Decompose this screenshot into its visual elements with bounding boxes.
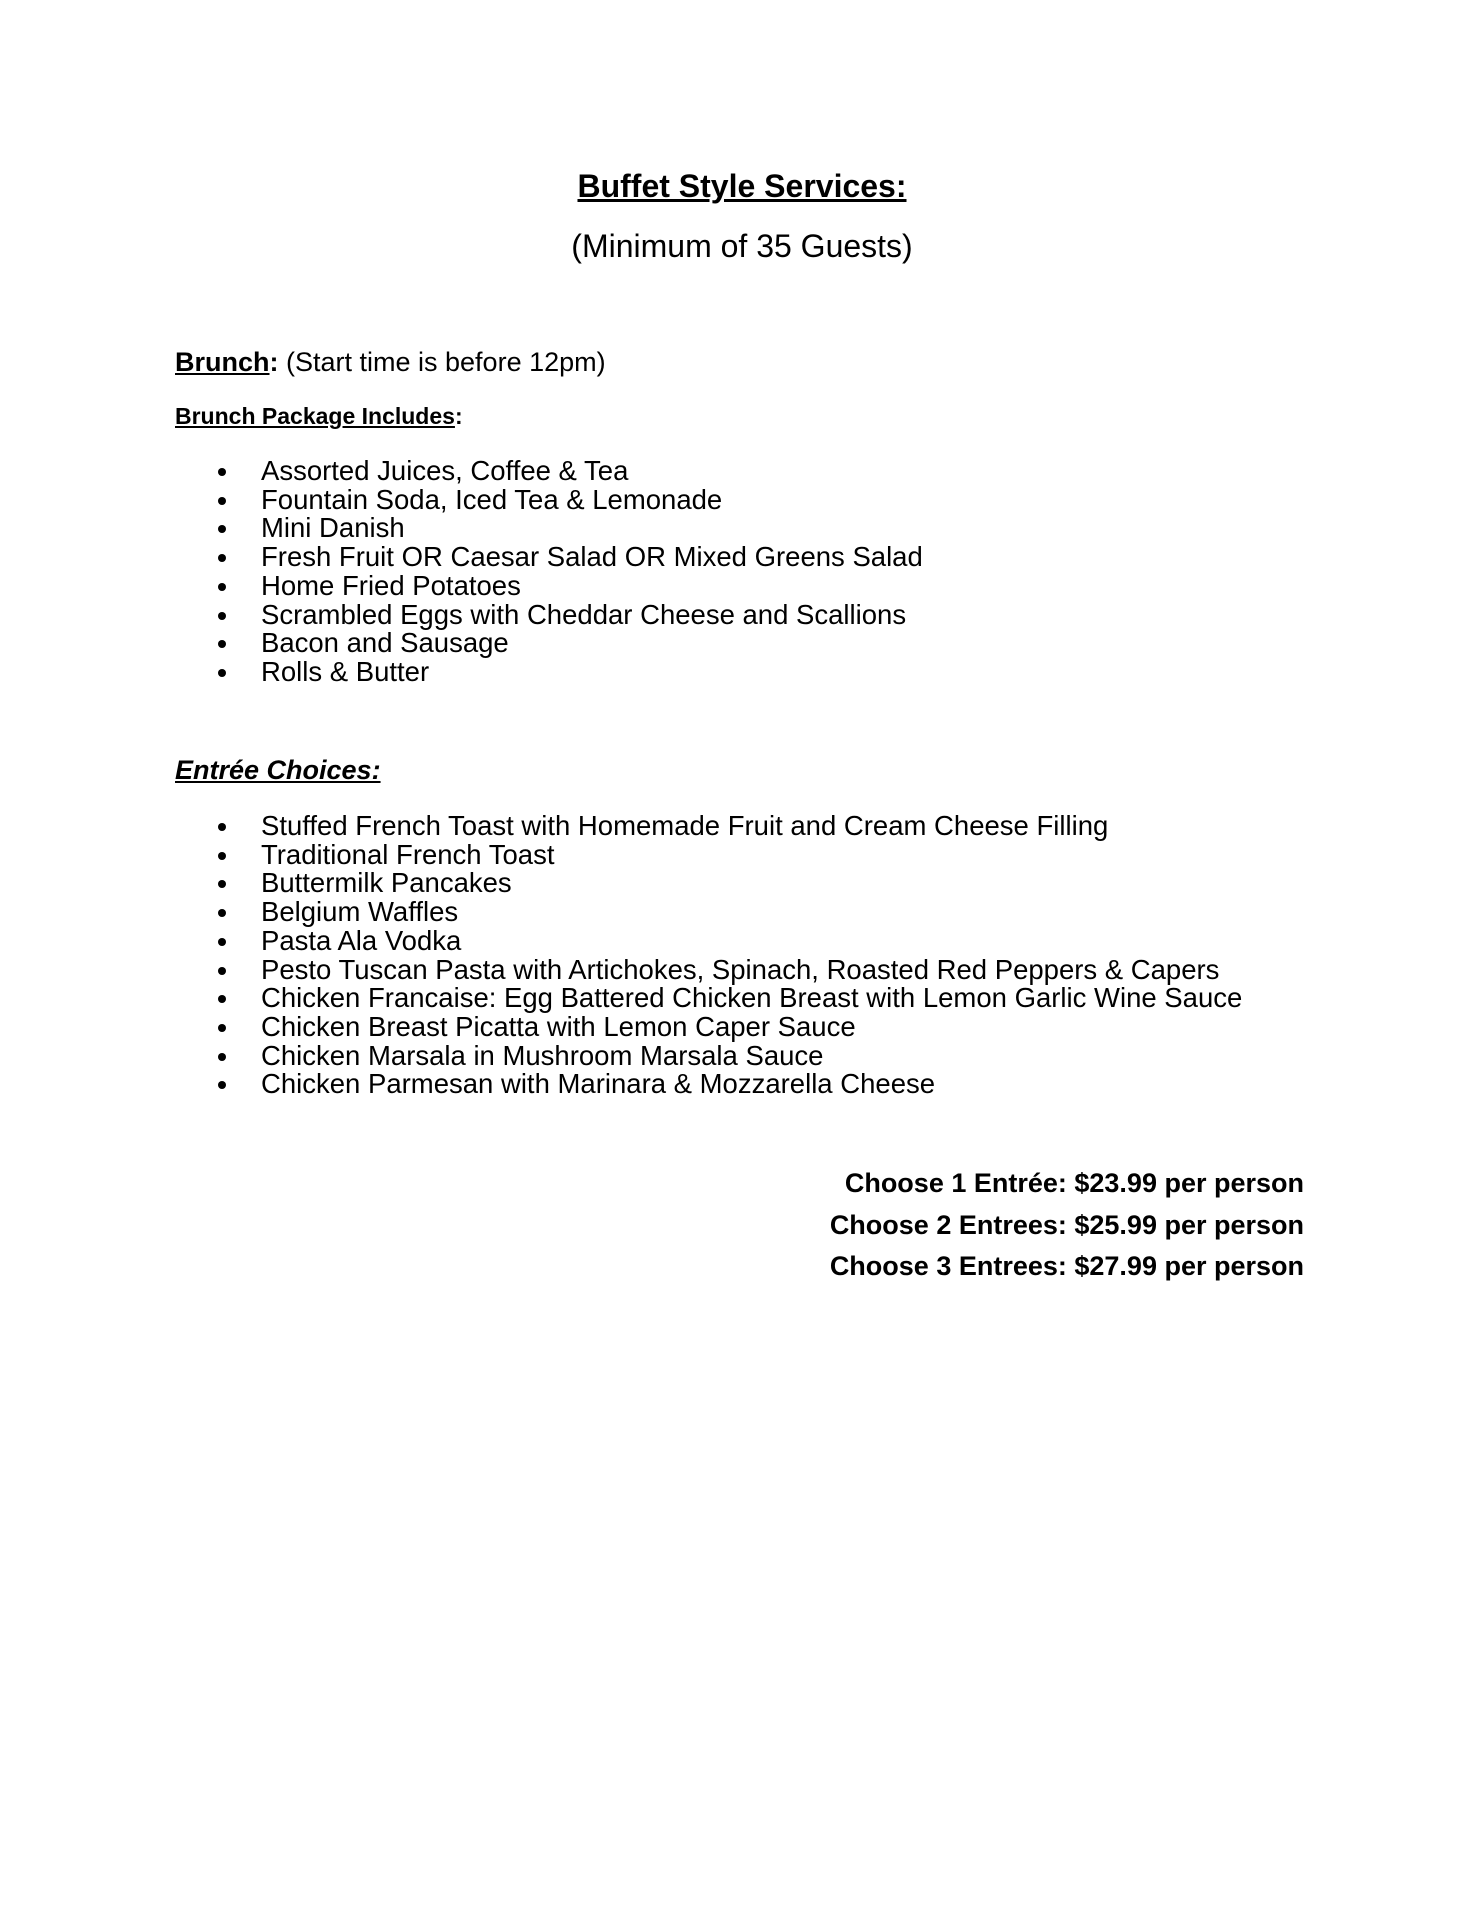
list-item-text: Rolls & Butter [261, 655, 430, 687]
list-item [175, 1070, 1242, 1099]
brunch-label: Brunch [175, 347, 270, 377]
brunch-package-heading [175, 401, 463, 431]
list-item [175, 1010, 1242, 1042]
list-item [175, 543, 923, 572]
list-item [175, 838, 1242, 870]
list-item-text: Pesto Tuscan Pasta with Artichokes, Spinach, Roasted Red Peppers & Capers [261, 953, 1220, 985]
list-item-text: Fountain Soda, Iced Tea & Lemonade [261, 483, 723, 515]
list-item [175, 898, 1242, 927]
list-item-text: Pasta Ala Vodka [261, 924, 462, 956]
list-item [175, 953, 1242, 985]
list-item-text: Traditional French Toast [261, 838, 555, 870]
list-item-text: Chicken Breast Picatta with Lemon Caper Sauce [261, 1010, 856, 1042]
list-item [175, 924, 1242, 956]
list-item [175, 655, 923, 687]
list-item [175, 629, 923, 658]
brunch-package-label: Brunch Package Includes [175, 403, 455, 429]
list-item-text: Assorted Juices, Coffee & Tea [261, 455, 629, 486]
list-item [175, 984, 1242, 1013]
list-item-text: Mini Danish [261, 512, 405, 544]
list-item [175, 483, 923, 515]
list-item-text: Home Fried Potatoes [261, 569, 521, 601]
list-item-text: Chicken Parmesan with Marinara & Mozzarella Cheese [261, 1068, 936, 1100]
list-item-text: Bacon and Sausage [261, 627, 509, 659]
brunch-package-colon: : [454, 403, 463, 429]
list-item-text: Stuffed French Toast with Homemade Fruit and Cream Cheese Filling [261, 810, 1109, 841]
list-item-text: Chicken Francaise: Egg Battered Chicken Breast with Lemon Garlic Wine Sauce [261, 982, 1243, 1014]
list-item [175, 598, 923, 630]
list-item-text: Fresh Fruit OR Caesar Salad OR Mixed Greens Salad [261, 541, 923, 573]
pricing-block [830, 1163, 1304, 1288]
entree-items-list [175, 812, 1242, 1099]
brunch-colon: : [269, 347, 279, 377]
list-item [175, 1039, 1242, 1071]
brunch-time-note: (Start time is before 12pm) [278, 347, 606, 377]
entree-choices-heading: Entrée Choices: [175, 755, 381, 785]
list-item-text: Chicken Marsala in Mushroom Marsala Sauce [261, 1039, 824, 1071]
list-item [175, 812, 1242, 841]
list-item-text: Buttermilk Pancakes [261, 867, 512, 899]
list-item-text: Belgium Waffles [261, 896, 459, 928]
price-line-2-entrees: Choose 2 Entrees: $25.99 per person [829, 1209, 1304, 1240]
brunch-heading [175, 345, 606, 379]
list-item [175, 514, 923, 543]
price-line-1-entree: Choose 1 Entrée: $23.99 per person [844, 1168, 1304, 1198]
list-item [175, 569, 923, 601]
brunch-items-list [175, 457, 923, 687]
list-item [175, 869, 1242, 898]
page-title: Buffet Style Services: [577, 168, 907, 204]
list-item [175, 457, 923, 486]
price-line-3-entrees: Choose 3 Entrees: $27.99 per person [829, 1251, 1304, 1281]
guest-minimum-note: (Minimum of 35 Guests) [571, 228, 913, 264]
list-item-text: Scrambled Eggs with Cheddar Cheese and Scallions [261, 598, 907, 630]
